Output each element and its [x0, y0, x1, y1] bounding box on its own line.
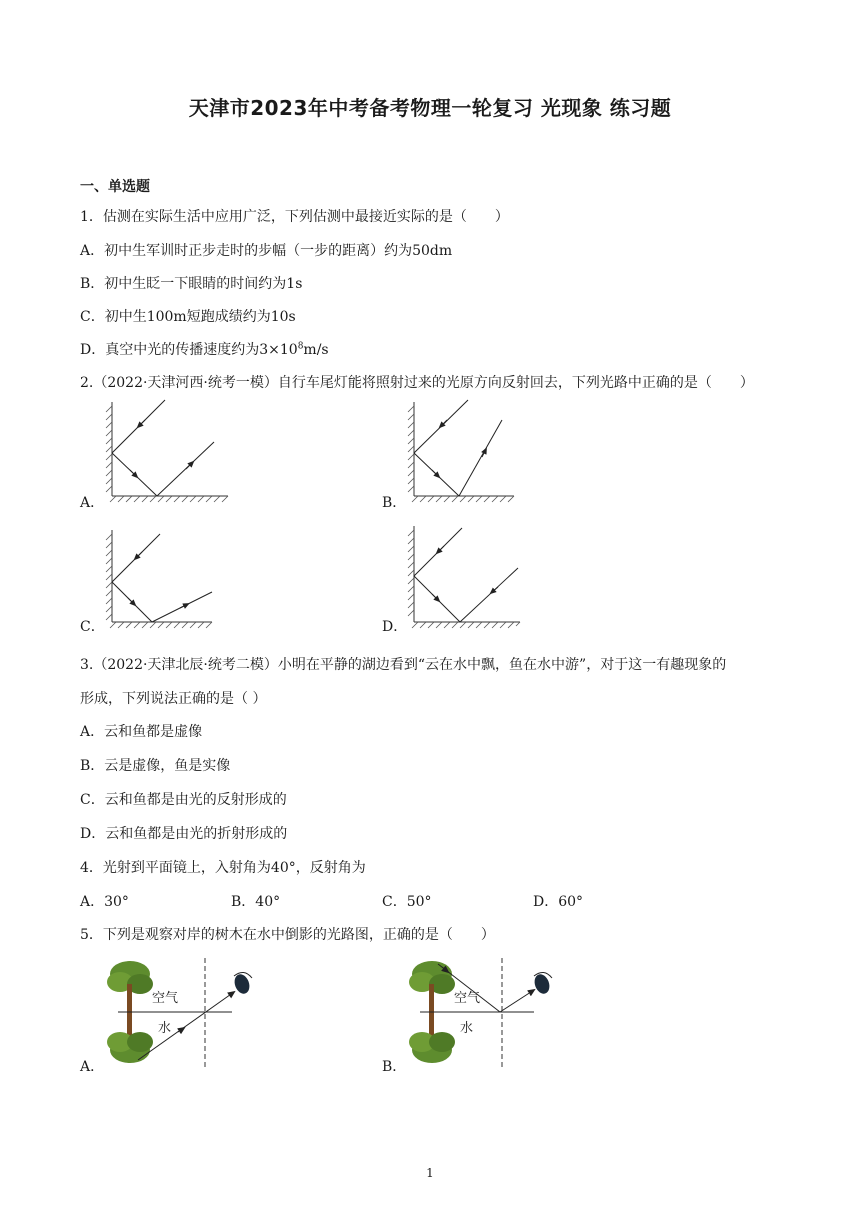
q4-option-b: B．40° [231, 894, 281, 910]
tree-reflection-icon [409, 1012, 455, 1063]
eye-icon [532, 972, 552, 996]
q2-label-b: B． [382, 495, 407, 511]
q5-figure-b [402, 956, 572, 1072]
q4-stem: 4．光射到平面镜上，入射角为40°，反射角为 [80, 860, 366, 876]
q3-stem-line1: 3.（2022·天津北辰·统考二模）小明在平静的湖边看到“云在水中飘，鱼在水中游”，对于这一有趣现象的 [80, 657, 727, 673]
q4-option-a: A．30° [80, 894, 129, 910]
q1-option-d-unit: m/s [303, 342, 329, 358]
q5-a-air-label: 空气 [152, 991, 179, 1006]
q1-stem: 1．估测在实际生活中应用广泛，下列估测中最接近实际的是（ ） [80, 209, 509, 225]
q2-label-c: C． [80, 619, 105, 635]
page-title: 天津市2023年中考备考物理一轮复习 光现象 练习题 [188, 96, 672, 120]
q1-option-b: B．初中生眨一下眼睛的时间约为1s [80, 276, 303, 292]
q2-stem: 2.（2022·天津河西·统考一模）自行车尾灯能将照射过来的光原方向反射回去，下列光路中正确的是（ ） [80, 375, 754, 391]
q5-figure-a [100, 956, 270, 1072]
page-number: 1 [426, 1166, 434, 1180]
q1-option-d-text: D．真空中光的传播速度约为3×10 [80, 342, 298, 358]
q5-stem: 5．下列是观察对岸的树木在水中倒影的光路图，正确的是（ ） [80, 927, 495, 943]
q5-label-a: A． [80, 1059, 105, 1075]
q2-figure-d [402, 522, 532, 632]
tree-icon [409, 961, 455, 1012]
q2-label-d: D． [382, 619, 408, 635]
q5-label-b: B． [382, 1059, 407, 1075]
q2-label-a: A． [80, 495, 105, 511]
q1-option-d-exponent: 8 [297, 341, 304, 352]
tree-icon [107, 961, 153, 1012]
q3-stem-line2: 形成，下列说法正确的是（ ） [80, 691, 267, 707]
q3-option-d: D．云和鱼都是由光的折射形成的 [80, 826, 288, 842]
q5-b-air-label: 空气 [454, 991, 481, 1006]
q2-figure-c [100, 526, 230, 632]
q5-a-water-label: 水 [158, 1021, 172, 1036]
section-heading: 一、单选题 [80, 179, 150, 195]
q4-option-c: C．50° [382, 894, 432, 910]
q4-option-d: D．60° [533, 894, 584, 910]
q1-option-c: C．初中生100m短跑成绩约为10s [80, 309, 296, 325]
q1-option-a: A．初中生军训时正步走时的步幅（一步的距离）约为50dm [80, 243, 453, 259]
q1-option-d [80, 339, 329, 359]
q2-figure-a [100, 398, 230, 508]
q3-option-a: A．云和鱼都是虚像 [80, 724, 203, 740]
eye-icon [232, 972, 252, 996]
q2-figure-b [402, 398, 532, 508]
q5-b-water-label: 水 [460, 1021, 474, 1036]
q3-option-b: B．云是虚像，鱼是实像 [80, 758, 231, 774]
tree-reflection-icon [107, 1012, 153, 1063]
q3-option-c: C．云和鱼都是由光的反射形成的 [80, 792, 287, 808]
